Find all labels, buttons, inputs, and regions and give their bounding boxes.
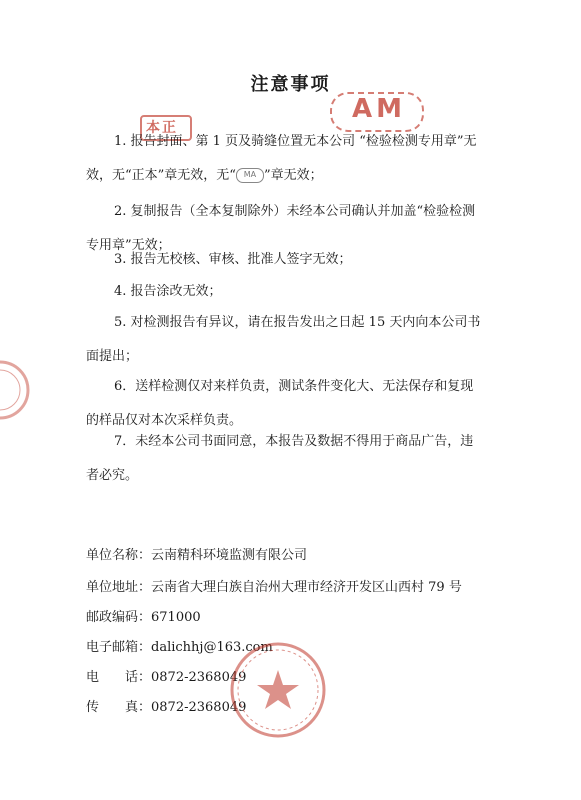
notice-item-3-line1: 3. 报告无校核、审核、批准人签字无效； [114, 252, 352, 267]
email-value: dalichhj@163.com [151, 640, 273, 655]
contact-phone [86, 668, 246, 688]
company-seal-icon [228, 640, 328, 740]
notice-item-6-line2: 的样品仅对本次采样负责。 [86, 413, 243, 428]
notice-item-7-line2: 者必究。 [86, 468, 139, 483]
notice-item-5 [86, 306, 506, 374]
notice-item-1-line2b: ”章无效； [263, 168, 323, 183]
fax-value: 0872-2368049 [151, 700, 247, 715]
phone-value: 0872-2368049 [151, 670, 247, 685]
notice-item-2-line1: 2. 复制报告（全本复制除外）未经本公司确认并加盖“检验检测 [114, 204, 476, 219]
contact-unit-name [86, 546, 307, 566]
notice-item-5-line1: 5. 对检测报告有异议，请在报告发出之日起 15 天内向本公司书 [114, 315, 481, 330]
notice-item-2-line2: 专用章”无效； [86, 238, 171, 253]
original-stamp-text: 本正 [146, 120, 178, 136]
notice-item-4 [86, 275, 506, 309]
email-label: 电子邮箱： [86, 640, 152, 655]
notice-item-1-line1: 1. 报告封面、第 1 页及骑缝位置无本公司 “检验检测专用章”无 [114, 134, 477, 149]
contact-address [86, 578, 462, 598]
unit-name-label: 单位名称： [86, 548, 152, 563]
notice-item-1-line2a: 效，无“正本”章无效，无“ [86, 168, 236, 183]
notice-item-5-line2: 面提出； [86, 349, 139, 364]
notice-item-4-line1: 4. 报告涂改无效； [114, 284, 222, 299]
unit-name-value: 云南精科环境监测有限公司 [151, 548, 308, 563]
notice-item-7-line1: 7．未经本公司书面同意，本报告及数据不得用于商品广告，违 [114, 434, 474, 449]
left-edge-seal-icon [0, 360, 30, 420]
fax-label: 传 真： [86, 700, 152, 715]
phone-label: 电 话： [86, 670, 152, 685]
notice-item-6-line1: 6．送样检测仅对来样负责，测试条件变化大、无法保存和复现 [114, 379, 474, 394]
notice-item-7 [86, 425, 506, 493]
notice-item-1 [86, 125, 506, 193]
page-title: 注意事项 [250, 74, 331, 95]
contact-fax [86, 698, 246, 718]
address-label: 单位地址： [86, 580, 152, 595]
cma-mark-icon: MA [236, 168, 264, 183]
notice-item-3 [86, 243, 506, 277]
postcode-label: 邮政编码： [86, 610, 152, 625]
address-value: 云南省大理白族自治州大理市经济开发区山西村 79 号 [151, 580, 462, 595]
am-stamp-text: AM [352, 94, 406, 124]
contact-postcode [86, 608, 201, 628]
postcode-value: 671000 [151, 610, 201, 625]
